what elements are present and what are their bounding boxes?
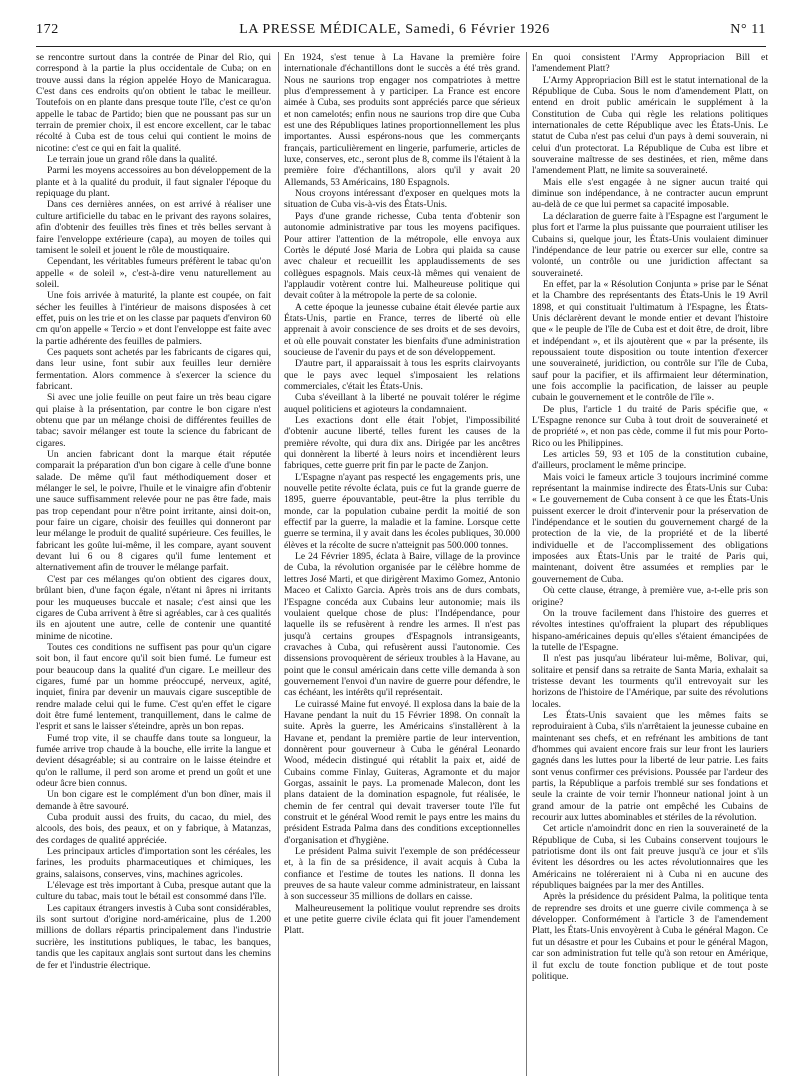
paragraph: Malheureusement la politique voulut reprendre ses droits et une petite guerre civile éclata qui fit jouer l'amendement Platt. <box>284 902 520 937</box>
paragraph: Cependant, les véritables fumeurs préfèrent le tabac qu'on appelle « de soleil », c'est-à-dire venu naturellement au soleil. <box>36 256 271 290</box>
paragraph: Où cette clause, étrange, à première vue, a-t-elle pris son origine? <box>532 585 768 608</box>
journal-title: LA PRESSE MÉDICALE, Samedi, 6 Février 1926 <box>239 22 550 37</box>
paragraph: se rencontre surtout dans la contrée de Pinar del Rio, qui correspond à la partie la plus occidentale de Cuba; on en trouve aussi dans la région appelée Hoyo de Manicaragua. C'est dans ces endroits qu'on obtient le tabac le meilleur. Toutefois on en plante dans presque toute l'île, c'est ce qu'on appelle le tabac de Partido; bien que ne poussant pas sur un terrain de premier choix, il est encore excellent, car le tabac récolté à Cuba est de tous celui qui contient le moins de nicotine: c'est ce qui en fait la qualité. <box>36 52 271 154</box>
paragraph: C'est par ces mélanges qu'on obtient des cigares doux, brûlant bien, d'une façon égale, n'étant ni âpres ni irritants pour les muqueuses buccale et nasale; c'est ainsi que les cigares de Cuba arrivent à être si agréables, car à ces qualités ils en ajoutent une autre, celle de contenir une quantité minime de nicotine. <box>36 573 271 642</box>
paragraph: Cet article n'amoindrit donc en rien la souveraineté de la République de Cuba, si les Cubains conservent toujours le patriotisme dont ils ont fait preuve jusqu'à ce jour et s'ils évitent les désordres ou les actes révolutionnaires que les Américains ne toléreraient ni à Cuba ni en aucune des républiques baignées par la mer des Antilles. <box>532 823 768 892</box>
paragraph: Si avec une jolie feuille on peut faire un très beau cigare qui plaise à la présentation, par contre le bon cigare n'est obtenu que par un mélange choisi de différentes feuilles de tabac; savoir mélanger est toute la science du fabricant de cigares. <box>36 392 271 449</box>
article-column-left <box>36 52 271 1076</box>
paragraph: Nous croyons intéressant d'exposer en quelques mots la situation de Cuba vis-à-vis des États-Unis. <box>284 188 520 211</box>
paragraph: Pays d'une grande richesse, Cuba tenta d'obtenir son autonomie administrative par tous les moyens pacifiques. Pour attirer l'attention de la métropole, elle envoya aux Cortès le député José Maria de Lobra qui plaida sa cause avec chaleur et recueillit les applaudissements de ses collègues espagnols. Mais ceux-là mêmes qui venaient de l'applaudir votèrent contre lui. Malheureuse politique qui devait coûter à la métropole la perte de sa colonie. <box>284 210 520 302</box>
paragraph: Cuba produit aussi des fruits, du cacao, du miel, des alcools, des bois, des peaux, et on y fabrique, à Matanzas, des cordages de qualité appréciée. <box>36 812 271 846</box>
paragraph: Les États-Unis savaient que les mêmes faits se reproduiraient à Cuba, s'ils n'arrêtaient la jeunesse cubaine en maintenant ses chefs, et en refrénant les ambitions de tant d'hommes qui avaient encore frais sur leur front les lauriers gagnés dans les luttes pour la liberté de leur patrie. Les faits sont venus confirmer ces prévisions. Poussée par l'ardeur des partis, la République a parfois tremblé sur ses fondations et seule la crainte de voir ternir l'honneur national joint à un grand amour de la patrie ont empêché les Cubains de recourir aux luttes abominables et stériles de la révolution. <box>532 709 768 824</box>
paragraph: Toutes ces conditions ne suffisent pas pour qu'un cigare soit bon, il faut encore qu'il soit bien fumé. Le fumeur est pour beaucoup dans la qualité d'un cigare. Le meilleur des cigares, fumé par un homme préoccupé, nerveux, agité, inquiet, finira par devenir un mauvais cigare susceptible de rendre malade celui qui le fume. C'est qu'en effet le cigare doit être fumé lentement, tranquillement, dans le calme de l'esprit et sans le laisser s'éteindre, après un bon repas. <box>36 641 271 733</box>
paragraph: Mais voici le fameux article 3 toujours incriminé comme représentant la mainmise indirecte des États-Unis sur Cuba: « Le gouvernement de Cuba consent à ce que les États-Unis puissent exercer le droit d'intervenir pour la préservation de l'indépendance et le soutien du gouvernement chargé de la protection de la vie, de la propriété et de la liberté individuelle et de l'accomplissement des obligations imposées aux États-Unis par le traité de Paris qui, maintenant, doivent être assumées et remplies par le gouvernement de Cuba. <box>532 471 768 585</box>
paragraph: Une fois arrivée à maturité, la plante est coupée, on fait sécher les feuilles à l'intérieur de maisons disposées à cet effet, puis on les trie et on les classe par paquets d'environ 60 cm qu'on appelle « Tercio » et dont l'enveloppe est faite avec la partie adhérente des feuilles de palmiers. <box>36 290 271 347</box>
paragraph: Après la présidence du président Palma, la politique tenta de reprendre ses droits et une guerre civile commença à se développer. Conformément à l'article 3 de l'amendement Platt, les États-Unis envoyèrent à Cuba le général Magon. Ce fut un désastre et pour les Cubains et pour le général Magon, car son administration fut telle qu'à son retour en Amérique, il fut exclu de toute fonction publique et de tout poste politique. <box>532 891 768 982</box>
paragraph: De plus, l'article 1 du traité de Paris spécifie que, « L'Espagne renonce sur Cuba à tout droit de souveraineté et de propriété », et non pas cède, comme il fut mis pour Porto-Rico ou les Philippines. <box>532 403 768 449</box>
column-divider-left <box>278 52 279 1076</box>
paragraph: Les capitaux étrangers investis à Cuba sont considérables, ils sont surtout d'origine nord-américaine, plus de 1.200 millions de dollars répartis principalement dans l'industrie sucrière, les institutions publiques, le tabac, les banques, tandis que les capitaux anglais sont surtout dans les chemins de fer et l'industrie électrique. <box>36 902 271 971</box>
column-divider-right <box>526 52 527 1076</box>
paragraph: L'élevage est très important à Cuba, presque autant que la culture du tabac, mais tout le bétail est consommé dans l'île. <box>36 880 271 903</box>
paragraph: Le président Palma suivit l'exemple de son prédécesseur et, à la fin de sa présidence, il avait acquis à Cuba la confiance et l'estime de toutes les nations. Il donna les preuves de sa haute valeur comme administrateur, en laissant à son successeur 35 millions de dollars en caisse. <box>284 846 520 903</box>
paragraph: Le cuirassé Maine fut envoyé. Il explosa dans la baie de la Havane pendant la nuit du 15 Février 1898. On connaît la suite. Après la guerre, les Américains s'installèrent à la Havane et, pendant la première partie de leur intervention, donnèrent pour gouverneur à Cuba le général Leonardo Wood, médecin distingué qui rétablit la paix et, aidé de Cubains comme Finlay, Guiteras, Agramonte et du major Gorgas, assainit le pays. La promenade Malecon, dont les plans dataient de la domination espagnole, fut réalisée, le chemin de fer central qui devait traverser toute l'île fut construit et le général Wood remit le pays entre les mains du président Estrada Palma dans des conditions exceptionnelles d'organisation et d'hygiène. <box>284 698 520 846</box>
paragraph: L'Army Appropriacion Bill est le statut international de la République de Cuba. Sous le nom d'amendement Platt, on entend en droit public américain le supplément à la Constitution de Cuba qui règle les relations politiques internationales de cette République avec les États-Unis. Le statut de Cuba n'est pas celui d'un pays à demi souverain, ni celui d'un protectorat. La République de Cuba est libre et souveraine maîtresse de ses destinées, et rien, même dans l'amendement Platt, ne limite sa souveraineté. <box>532 74 768 177</box>
paragraph: Les principaux articles d'importation sont les céréales, les farines, les produits pharmaceutiques et chimiques, les grains, salaisons, conserves, vins, machines agricoles. <box>36 846 271 880</box>
paragraph: Parmi les moyens accessoires au bon développement de la plante et à la qualité du produit, il faut signaler l'époque du repiquage du plant. <box>36 165 271 200</box>
paragraph: Le terrain joue un grand rôle dans la qualité. <box>47 154 218 166</box>
paragraph: Cuba s'éveillant à la liberté ne pouvait tolérer le régime auquel politiciens et agioteurs la condamnaient. <box>284 392 520 415</box>
page-number: 172 <box>36 22 59 37</box>
paragraph: D'autre part, il apparaissait à tous les esprits clairvoyants que le pays avec lequel s'imposaient les relations commerciales, c'était les États-Unis. <box>284 358 520 392</box>
paragraph: Ces paquets sont achetés par les fabricants de cigares qui, dans leur usine, font subir aux feuilles leur dernière fermentation. Alors commence à s'exercer la science du fabricant. <box>36 346 271 392</box>
paragraph: En quoi consistent l'Army Appropriacion Bill et l'amendement Platt? <box>532 52 768 75</box>
paragraph: Mais elle s'est engagée à ne signer aucun traité qui diminue son indépendance, à ne contracter aucun emprunt au-delà de ce que lui permet sa capacité imposable. <box>532 176 768 211</box>
paragraph: Les articles 59, 93 et 105 de la constitution cubaine, d'ailleurs, proclament le même principe. <box>532 449 768 472</box>
paragraph: En effet, par la « Résolution Conjunta » prise par le Sénat et la Chambre des représentants des États-Unis le 19 Avril 1898, et qui constituait l'ultimatum à l'Espagne, les États-Unis déclarèrent devant le monde entier et devant l'histoire que « le peuple de l'île de Cuba est et doit être, de droit, libre et indépendant », et ils ajoutèrent que « par la présente, ils repoussaient toute disposition ou toute intention d'exercer une souveraineté, juridiction, ou contrôle sur l'île de Cuba, sauf pour la pacifier, et ils affirmaient leur détermination, une fois accomplie la pacification, de laisser au peuple cubain le gouvernement et le contrôle de l'île ». <box>532 278 768 404</box>
article-column-middle <box>284 52 520 1076</box>
issue-number: N° 11 <box>730 22 766 37</box>
paragraph: La déclaration de guerre faite à l'Espagne est l'argument le plus fort et l'arme la plus puissante que pourraient utiliser les Cubains si, quelque jour, les États-Unis voulaient diminuer l'indépendance de leur patrie ou exercer sur elle, contre sa volonté, un contrôle ou une juridiction affectant sa souveraineté. <box>532 210 768 279</box>
paragraph: Fumé trop vite, il se chauffe dans toute sa longueur, la fumée arrive trop chaude à la bouche, elle irrite la langue et devient désagréable; si au contraire on le laisse éteindre et qu'on le rallume, il perd son arome et prend un goût et une odeur âcre bien connus. <box>36 732 271 789</box>
page-header <box>36 22 766 44</box>
paragraph: Un ancien fabricant dont la marque était réputée comparait la préparation d'un bon cigare à celle d'une bonne salade. De même qu'il faut méthodiquement doser et mélanger le sel, le poivre, l'huile et le vinaigre afin d'obtenir une sauce suffisamment relevée pour ne pas être fade, mais pas trop cependant pour n'être point irritante, ainsi doit-on, pour faire un cigare, choisir des feuilles qui donneront par leur mélange le produit de qualité supérieure. Ces feuilles, le fabricant les goûte lui-même, il les compare, ayant souvent devant lui 6 ou 8 cigares qu'il fume lentement et alternativement afin de trouver le mélange parfait. <box>36 449 271 574</box>
paragraph: L'Espagne n'ayant pas respecté les engagements pris, une nouvelle petite révolte éclata, puis ce fut la grande guerre de 1895, guerre épouvantable, peut-être la plus terrible du monde, car la population cubaine perdit la moitié de son effectif par la guerre, la maladie et la famine. Lorsque cette guerre se termina, il y avait dans les écoles publiques, 30.000 élèves et la récolte de sucre n'atteignit pas 500.000 tonnes. <box>284 471 520 551</box>
paragraph: Dans ces dernières années, on est arrivé à réaliser une culture artificielle du tabac en le privant des rayons solaires, afin d'obtenir des feuilles très fines et très belles servant à faire l'enveloppe extérieure (capa), au moyen de toiles qui tamisent le soleil et jouent le rôle de moustiquaire. <box>36 199 271 256</box>
paragraph: Les exactions dont elle était l'objet, l'impossibilité d'obtenir aucune liberté, telles furent les causes de la première révolte, qui dura dix ans. Dirigée par les ancêtres qui donnèrent la liberté à leurs noirs et incendièrent leurs fabriques, cette guerre prit fin par le pacte de Zanjon. <box>284 415 520 472</box>
paragraph: On la trouve facilement dans l'histoire des guerres et révoltes intestines qu'offraient la plupart des républiques hispano-américaines depuis qu'elles s'étaient émancipées de la tutelle de l'Espagne. <box>532 607 768 653</box>
paragraph: Un bon cigare est le complément d'un bon dîner, mais il demande à être savouré. <box>36 789 271 812</box>
header-rule <box>36 46 766 47</box>
article-column-right <box>532 52 768 1076</box>
paragraph: Le 24 Février 1895, éclata à Baire, village de la province de Cuba, la révolution organisée par le célèbre homme de lettres José Marti, et que dirigèrent Maximo Gomez, Antonio Maceo et Calixto Garcia. Après trois ans de durs combats, l'Espagne concéda aux Cubains leur autonomie; mais ils voulaient quelque chose de plus: l'Indépendance, pour laquelle ils se refusèrent à rendre les armes. Il n'est pas jusqu'à certains groupes d'Espagnols intransigeants, cravaches à Cuba, qui refusèrent aussi l'autonomie. Ces dissensions provoquèrent de sérieux troubles à la Havane, au point que le consul américain dans cette ville demanda à son gouvernement l'envoi d'un navire de guerre pour défendre, le cas échéant, les intérêts qu'il représentait. <box>284 551 520 699</box>
paragraph: En 1924, s'est tenue à La Havane la première foire internationale d'échantillons dont le succès a été très grand. Nous ne saurions trop engager nos compatriotes à mettre plus d'empressement à y participer. La France est encore aimée à Cuba, ses produits sont appréciés parce que sérieux et non camelotés; enfin nous ne saurions trop dire que Cuba est une des Républiques latines proportionnellement les plus importantes. Aussi espérons-nous que les commerçants français, particulièrement en lingerie, parfumerie, articles de luxe, conserves, etc., seront plus de 8, comme ils l'étaient à la première foire d'échantillons, alors qu'il y avait 20 Allemands, 53 Américains, 180 Espagnols. <box>284 52 520 188</box>
paragraph: Il n'est pas jusqu'au libérateur lui-même, Bolivar, qui, solitaire et pensif dans sa retraite de Santa Maria, exhalait sa tristesse devant les tourments qu'il entrevoyait sur les horizons de l'histoire de l'Amérique, par suite des révolutions locales. <box>532 653 768 710</box>
paragraph: A cette époque la jeunesse cubaine était élevée partie aux États-Unis, partie en France, terres de liberté où elle apprenait à avoir conscience de ses droits et de ses devoirs, et où elle pouvait constater les bienfaits d'une administration soucieuse de l'avenir du pays et de son développement. <box>284 301 520 358</box>
